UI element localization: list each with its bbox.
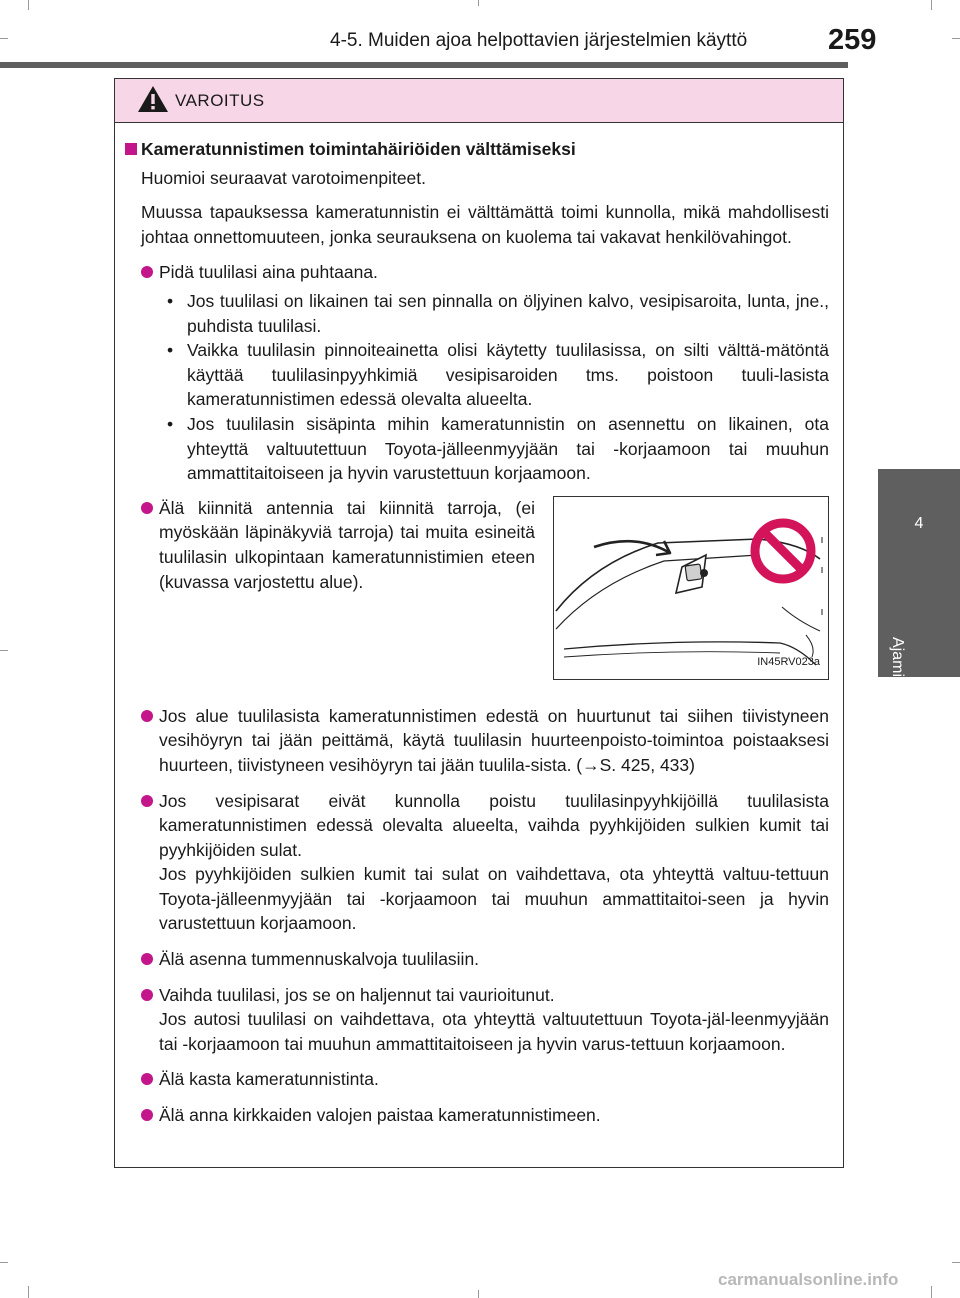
bullet-dot-icon [141, 953, 153, 965]
warning-header [115, 79, 843, 123]
sub-item-text: Jos tuulilasin sisäpinta mihin kameratunnistin on asennettu on likainen, ota yhteyttä valtuutettuun Toyota-jälleenmyyjään tai -korjaamoon tai muuhun ammattitaitoiseen ja hyvin varustettuun korjaamoon. [187, 413, 829, 484]
bullet-dot-icon [141, 989, 153, 1001]
bullet-dot-icon [141, 1109, 153, 1121]
bullet-dot-icon [141, 795, 153, 807]
sub-item [125, 338, 829, 412]
square-bullet-icon [125, 143, 137, 155]
section-heading [125, 137, 829, 162]
bullet-text: Älä asenna tummennuskalvoja tuulilasiin. [159, 949, 480, 970]
page-number: 259 [828, 24, 877, 56]
bullet-text: Jos alue tuulilasista kameratunnistimen edestä on huurtunut tai siihen tiivistyneen vesihöyryn tai jään peittämä, käytä tuulilasin huurteenpoisto-toimintoa poistaaksesi huurteen, tiivistyneen vesihöyryn tai jään tuulila-sista. (→S. 425, 433) [159, 705, 829, 775]
bullet-text: Jos vesipisarat eivät kunnolla poistu tuulilasinpyyhkijöillä tuulilasista kameratunnistimen edessä olevalta alueelta, vaihda pyyhkijöiden sulkien kumit tai pyyhkijöiden sulat. [159, 790, 829, 860]
bullet-item [125, 1067, 829, 1092]
warning-box [114, 78, 844, 1168]
intro-paragraph: Muussa tapauksessa kameratunnistin ei välttämättä toimi kunnolla, mikä mahdollisesti johtaa onnettomuuteen, jonka seurauksena on kuolema tai vakavat henkilövahingot. [141, 202, 829, 247]
crop-mark [0, 650, 8, 651]
bullet-dot-icon [141, 266, 153, 278]
bullet-text: Jos autosi tuulilasi on vaihdettava, ota yhteyttä valtuutettuun Toyota-jäl-leenmyyjään tai -korjaamoon tai muuhun ammattitaitoiseen ja hyvin varus-tettuun korjaamoon. [159, 1009, 829, 1054]
section-heading-text: Kameratunnistimen toimintahäiriöiden välttämiseksi [141, 139, 576, 159]
bullet-dot-icon [141, 1073, 153, 1085]
windshield-illustration [553, 496, 829, 680]
bullet-dot-icon [141, 710, 153, 722]
sub-item-marker: • [167, 340, 174, 361]
chapter-tab [878, 469, 960, 704]
crop-mark [931, 0, 932, 10]
warning-content [125, 137, 829, 1128]
section-title: 4-5. Muiden ajoa helpottavien järjestelmien käyttö [330, 30, 748, 51]
sub-item-text: Jos tuulilasi on likainen tai sen pinnalla on öljyinen kalvo, vesipisaroita, lunta, jne., puhdista tuulilasi. [187, 290, 829, 336]
bullet-dot-icon [141, 502, 153, 514]
warning-triangle-icon [137, 84, 169, 119]
crop-mark [931, 1286, 932, 1298]
bullet-text: Pidä tuulilasi aina puhtaana. [159, 262, 378, 283]
crop-mark [952, 38, 960, 39]
chapter-number: 4 [914, 515, 924, 532]
crop-mark [28, 1286, 29, 1298]
intro-paragraph: Huomioi seuraavat varotoimenpiteet. [141, 167, 427, 188]
chapter-title: Ajaminen [889, 637, 906, 704]
bullet-item [125, 704, 829, 778]
crop-mark [0, 1262, 8, 1263]
watermark: carmanualsonline.info [718, 1270, 899, 1289]
bullet-text: Jos pyyhkijöiden sulkien kumit tai sulat on vaihdettava, ota yhteyttä valtuu-tettuun Toyota-jälleenmyyjään tai -korjaamoon tai muuhun ammattitaitoi-seen ja hyvin varustettuun korjaamoon. [159, 864, 829, 934]
crop-mark [28, 0, 29, 10]
figure-row [125, 496, 829, 698]
bullet-item [125, 983, 829, 1057]
sub-item [125, 412, 829, 486]
bullet-text: Älä anna kirkkaiden valojen paistaa kameratunnistimeen. [159, 1105, 601, 1126]
sub-item-marker: • [167, 413, 174, 434]
crop-mark [0, 38, 8, 39]
sub-item-text: Vaikka tuulilasin pinnoiteainetta olisi käytetty tuulilasissa, on silti välttä-mätöntä käyttää tuulilasinpyyhkimiä vesipisaroiden tms. poistoon tuuli-lasista kameratunnistimen edessä olevalta alueelta. [187, 340, 829, 410]
sub-list [125, 289, 829, 486]
bullet-text: Vaihda tuulilasi, jos se on haljennut tai vaurioitunut. [159, 984, 555, 1005]
header-rule [0, 62, 848, 68]
sub-item-marker: • [167, 290, 174, 311]
bullet-text: Älä kasta kameratunnistinta. [159, 1069, 379, 1090]
warning-label: VAROITUS [175, 91, 265, 110]
bullet-item [125, 496, 535, 594]
bullet-item [125, 1103, 829, 1128]
bullet-item [125, 789, 829, 937]
bullet-item [125, 947, 829, 972]
crop-mark [478, 1290, 479, 1298]
crop-mark [478, 0, 479, 6]
bullet-text: Älä kiinnitä antennia tai kiinnitä tarroja, (ei myöskään läpinäkyviä tarroja) tai muita esineitä tuulilasin ulkopintaan kameratunnistimien eteen (kuvassa varjostettu alue). [159, 497, 535, 592]
bullet-item [125, 260, 829, 285]
sub-item [125, 289, 829, 338]
crop-mark [952, 1262, 960, 1263]
figure-code: IN45RV023a [757, 656, 820, 669]
